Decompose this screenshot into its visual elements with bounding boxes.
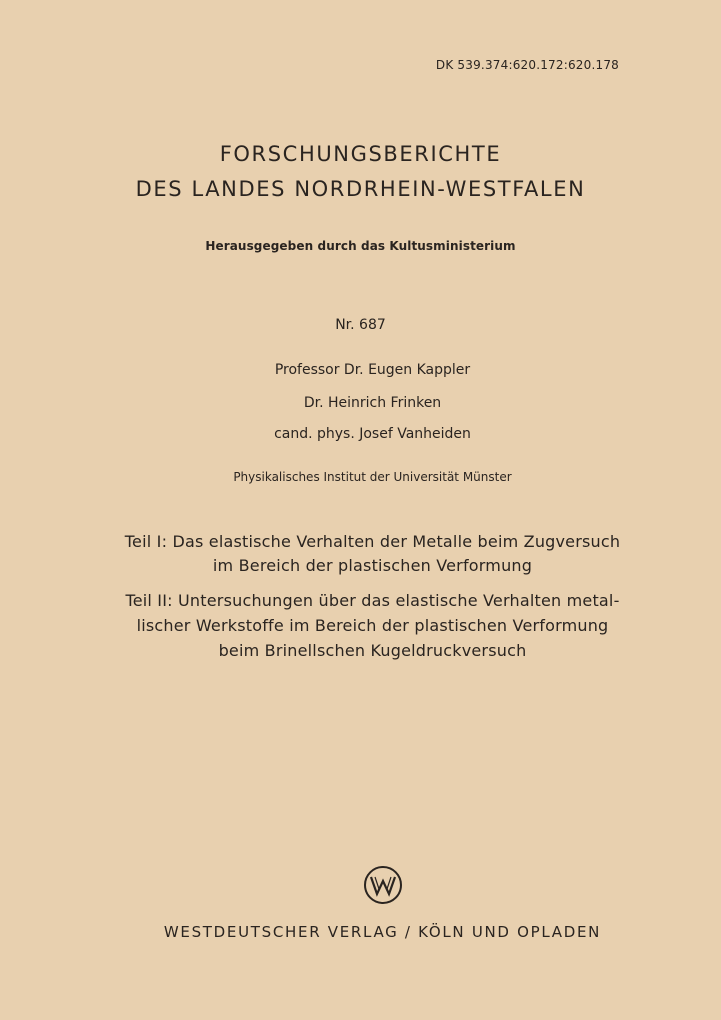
series-title-line-2: DES LANDES NORDRHEIN-WESTFALEN: [135, 177, 586, 201]
publisher-logo-icon: [363, 865, 403, 905]
part-2-title-line-2: lischer Werkstoffe im Bereich der plastischen Verformung: [136, 616, 609, 635]
publisher-line: WESTDEUTSCHER VERLAG / KÖLN UND OPLADEN: [163, 923, 602, 941]
author-1: Professor Dr. Eugen Kappler: [274, 362, 471, 378]
report-number: Nr. 687: [335, 317, 386, 333]
part-2-title-line-1: Teil II: Untersuchungen über das elastische Verhalten metal-: [125, 591, 620, 610]
part-1-title-line-1: Teil I: Das elastische Verhalten der Metalle beim Zugversuch: [124, 532, 621, 551]
part-2-title-line-3: beim Brinellschen Kugeldruckversuch: [218, 641, 527, 660]
author-3: cand. phys. Josef Vanheiden: [274, 426, 471, 442]
author-2: Dr. Heinrich Frinken: [303, 395, 442, 411]
classification-code: DK 539.374:620.172:620.178: [435, 58, 619, 72]
editor-line: Herausgegeben durch das Kultusministerium: [205, 239, 516, 253]
institute: Physikalisches Institut der Universität Münster: [233, 470, 512, 484]
part-1-title-line-2: im Bereich der plastischen Verformung: [212, 556, 533, 575]
series-title-line-1: FORSCHUNGSBERICHTE: [219, 142, 502, 166]
